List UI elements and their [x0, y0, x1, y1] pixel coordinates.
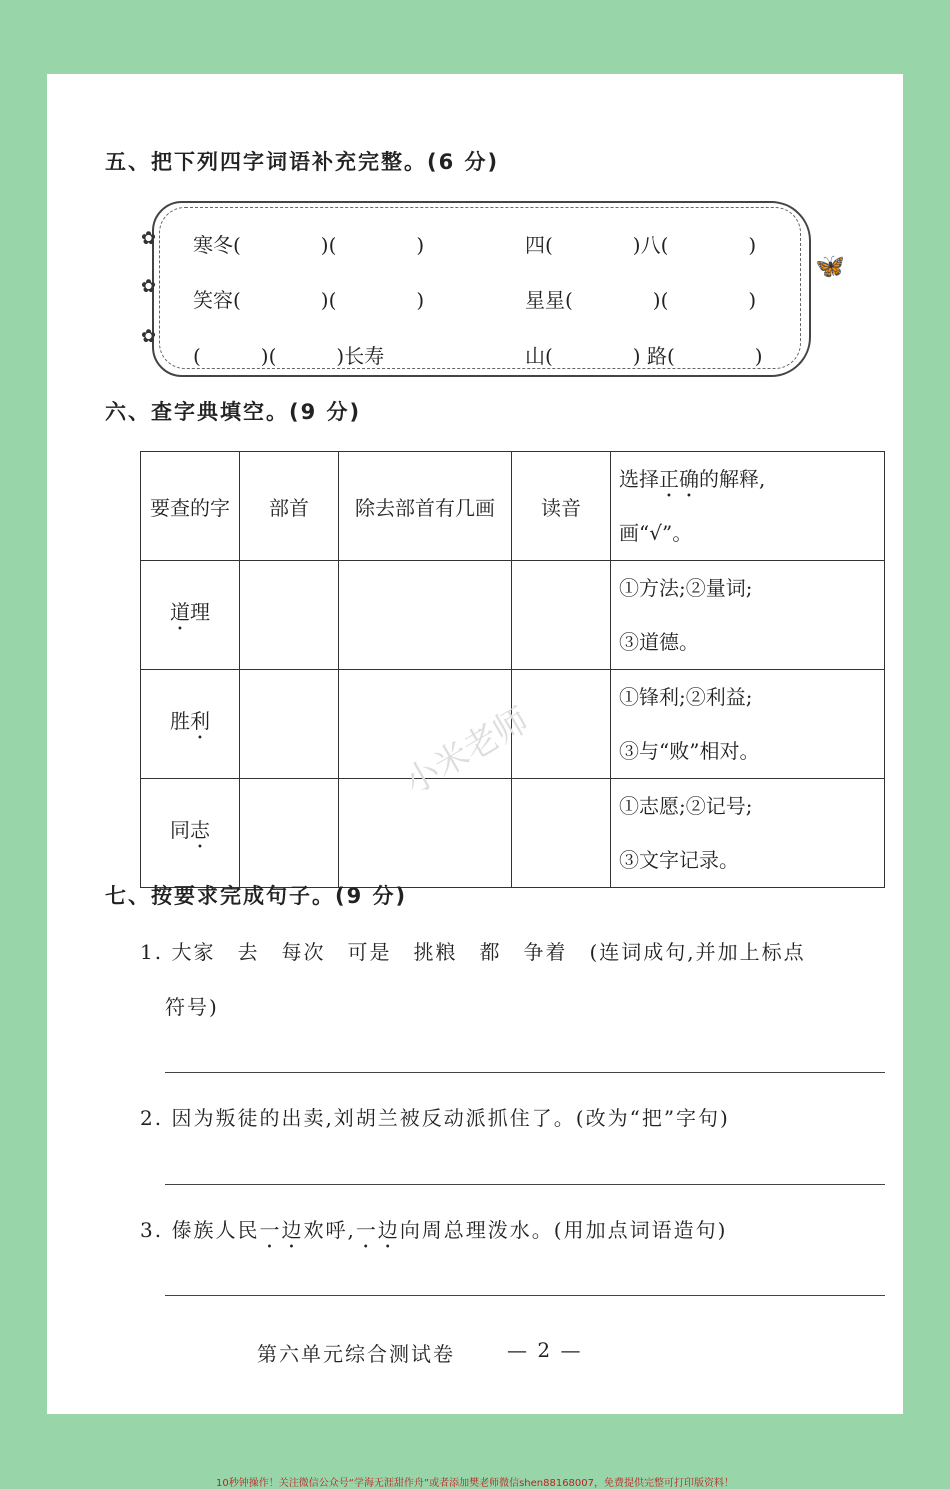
header-text: 画“√”。 — [619, 521, 693, 545]
worksheet-page — [47, 74, 903, 1414]
q3-text: 3. 傣族人民 — [140, 1218, 260, 1242]
word-cell — [141, 779, 240, 888]
question-1: 1. 大家 去 每次 可是 挑粮 都 争着 (连词成句,并加上标点 — [140, 940, 806, 964]
q3-dotted: 一边 — [355, 1218, 400, 1242]
blank-item[interactable]: 笑容( )( ) — [193, 288, 425, 312]
q3-text: 向周总理泼水。(用加点词语造句) — [399, 1218, 728, 1242]
blank-item[interactable]: ( )( )长寿 — [193, 344, 385, 368]
table-row — [141, 779, 885, 888]
question-3 — [140, 1214, 727, 1253]
meaning-cell[interactable] — [611, 561, 885, 670]
word-cell — [141, 561, 240, 670]
answer-cell[interactable] — [240, 779, 339, 888]
meaning: ①方法;②量词; — [619, 576, 753, 600]
q3-dotted: 一边 — [259, 1218, 304, 1242]
meaning: ①锋利;②利益; — [619, 685, 753, 709]
blank-item[interactable]: 山( ) 路( ) — [525, 344, 763, 368]
butterfly-icon: 🦋 — [815, 252, 845, 280]
header-text: 的解释, — [699, 467, 766, 491]
header-text: 选择 — [619, 467, 659, 491]
flower-icon: ✿ — [141, 276, 157, 297]
answer-cell[interactable] — [512, 561, 611, 670]
answer-line-1[interactable] — [165, 1072, 885, 1073]
section-5-title: 五、把下列四字词语补充完整。(6 分) — [105, 150, 500, 174]
meaning-cell[interactable] — [611, 779, 885, 888]
char: 利 — [190, 708, 210, 733]
header-text-dotted: 正确 — [659, 467, 699, 491]
meaning-cell[interactable] — [611, 670, 885, 779]
meaning: ③道德。 — [619, 630, 699, 654]
blank-item[interactable]: 四( )八( ) — [525, 233, 757, 257]
blank-item[interactable]: 星星( )( ) — [525, 288, 757, 312]
char: 理 — [190, 599, 210, 624]
promo-banner: 10秒钟操作！关注微信公众号“学海无涯甜作舟”或者添加樊老师微信shen88168007，免费提供完整可打印版资料！ — [215, 1478, 735, 1489]
page-number: — 2 — — [507, 1338, 583, 1362]
answer-cell[interactable] — [240, 561, 339, 670]
word-cell — [141, 670, 240, 779]
meaning: ①志愿;②记号; — [619, 794, 753, 818]
section-7-title: 七、按要求完成句子。(9 分) — [105, 884, 408, 908]
table-row — [141, 561, 885, 670]
blank-item[interactable]: 寒冬( )( ) — [193, 233, 425, 257]
header-cell: 部首 — [240, 452, 339, 561]
char: 胜 — [170, 708, 190, 733]
section-6-title: 六、查字典填空。(9 分) — [105, 400, 362, 424]
dictionary-table — [140, 451, 885, 888]
question-1-cont: 符号) — [165, 995, 219, 1019]
meaning: ③与“败”相对。 — [619, 739, 760, 763]
watermark: 小米老师 — [397, 700, 536, 803]
flower-icon: ✿ — [141, 326, 157, 347]
header-cell: 读音 — [512, 452, 611, 561]
header-cell: 除去部首有几画 — [339, 452, 512, 561]
question-2: 2. 因为叛徒的出卖,刘胡兰被反动派抓住了。(改为“把”字句) — [140, 1106, 730, 1130]
header-cell: 要查的字 — [141, 452, 240, 561]
q3-text: 欢呼, — [303, 1218, 356, 1242]
answer-line-3[interactable] — [165, 1295, 885, 1296]
char: 道 — [170, 599, 190, 624]
answer-cell[interactable] — [240, 670, 339, 779]
answer-cell[interactable] — [339, 561, 512, 670]
char: 同 — [170, 817, 190, 842]
char: 志 — [190, 817, 210, 842]
answer-cell[interactable] — [512, 779, 611, 888]
flower-icon: ✿ — [141, 228, 157, 249]
meaning: ③文字记录。 — [619, 848, 739, 872]
header-cell — [611, 452, 885, 561]
answer-line-2[interactable] — [165, 1184, 885, 1185]
footer-title: 第六单元综合测试卷 — [257, 1342, 455, 1366]
